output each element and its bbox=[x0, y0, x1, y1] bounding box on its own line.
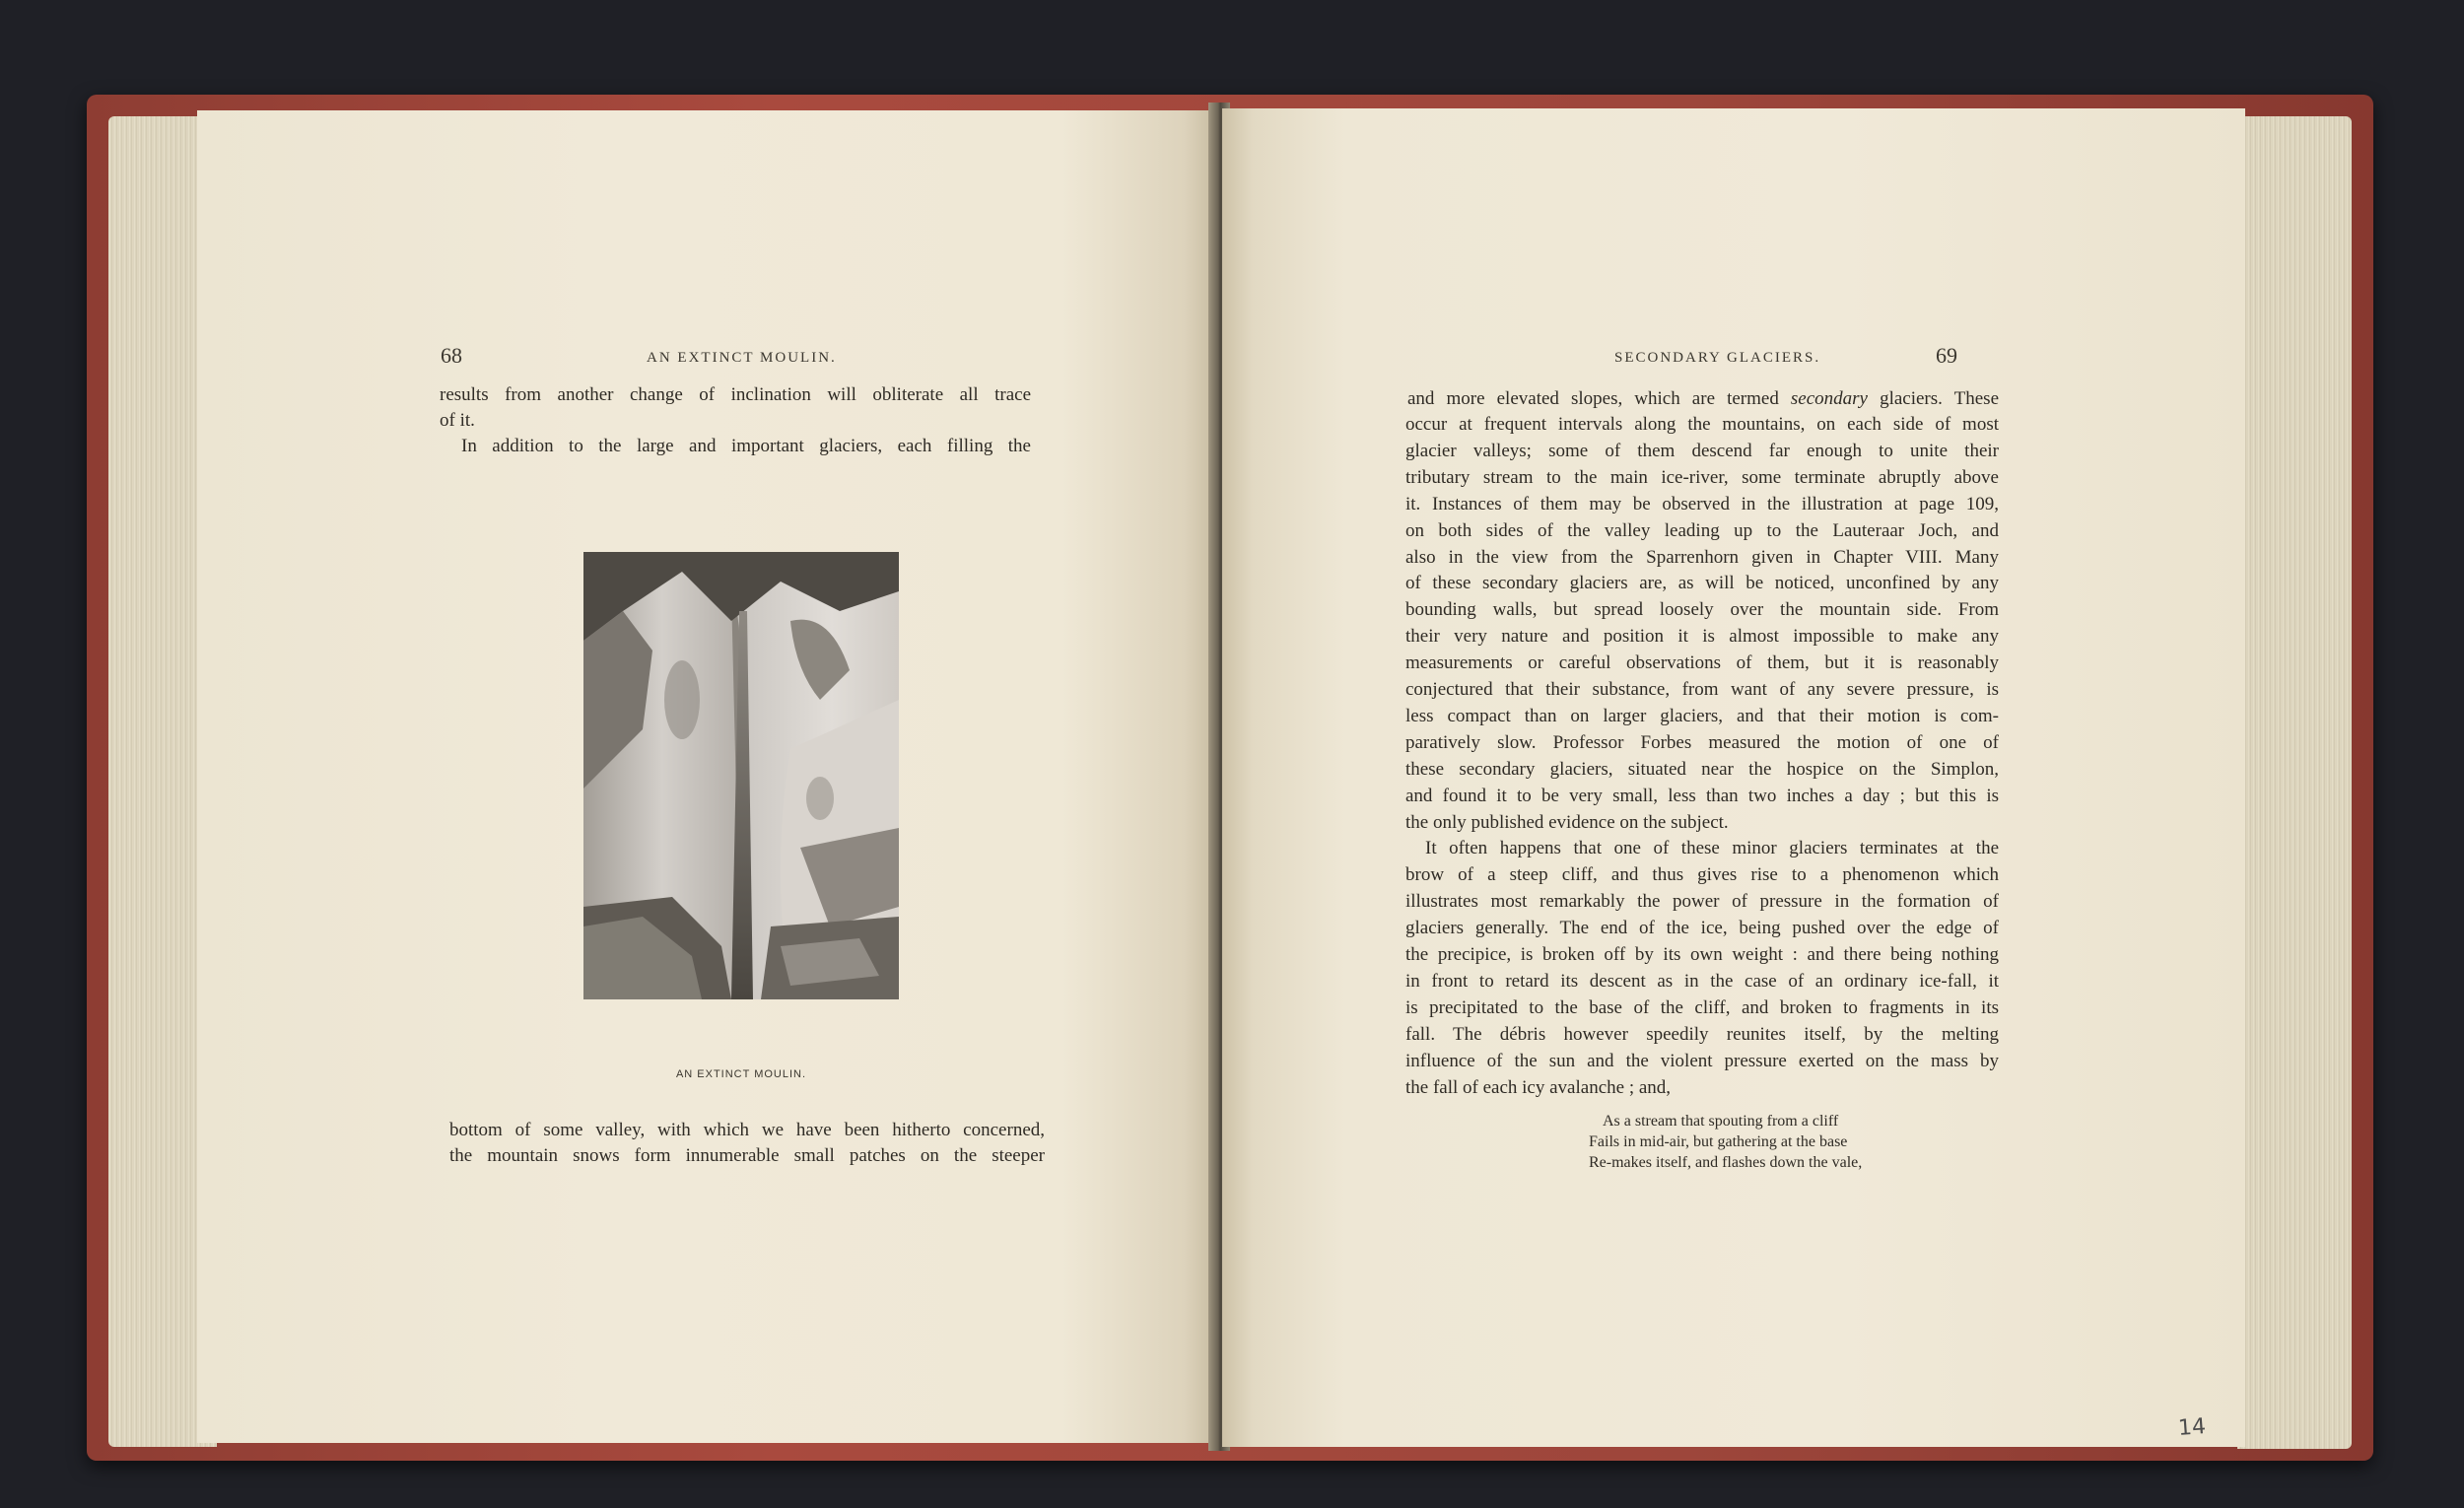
right-text-line: It often happens that one of these minor glaciers terminates at the bbox=[1425, 838, 1999, 858]
poem-line-1: As a stream that spouting from a cliff bbox=[1603, 1113, 1839, 1130]
right-text-line: less compact than on larger glaciers, and that their motion is com- bbox=[1405, 706, 1999, 726]
right-text-line: in front to retard its descent as in the case of an ordinary ice-fall, it bbox=[1405, 971, 1999, 992]
right-text-line: paratively slow. Professor Forbes measured the motion of one of bbox=[1405, 732, 1999, 753]
right-text-line: bounding walls, but spread loosely over the mountain side. From bbox=[1405, 599, 1999, 620]
left-text-line-1: results from another change of inclination will obliterate all trace bbox=[440, 384, 1031, 405]
right-text-line-1 bbox=[1407, 386, 1999, 412]
right-text-line: is precipitated to the base of the cliff, and broken to fragments in its bbox=[1405, 997, 1999, 1018]
right-text-line: illustrates most remarkably the power of pressure in the formation of bbox=[1405, 891, 1999, 912]
secondary-italic-term: secondary bbox=[1790, 388, 1868, 409]
poem-line-2: Fails in mid-air, but gathering at the base bbox=[1589, 1133, 1848, 1150]
right-text-line: glacier valleys; some of them descend far enough to unite their bbox=[1405, 441, 1999, 461]
right-text-line: it. Instances of them may be observed in the illustration at page 109, bbox=[1405, 494, 1999, 514]
left-running-head: AN EXTINCT MOULIN. bbox=[647, 350, 837, 366]
moulin-photograph bbox=[583, 552, 899, 999]
pencil-page-mark: 14 bbox=[2177, 1414, 2207, 1441]
poem-line-3: Re-makes itself, and flashes down the vale, bbox=[1589, 1154, 1863, 1171]
right-text-line: conjectured that their substance, from want of any severe pressure, is bbox=[1405, 679, 1999, 700]
right-text-line: the fall of each icy avalanche ; and, bbox=[1405, 1077, 1672, 1098]
right-text-line: tributary stream to the main ice-river, some terminate abruptly above bbox=[1405, 467, 1999, 488]
right-text-line: the only published evidence on the subject. bbox=[1405, 812, 1729, 833]
right-page-number: 69 bbox=[1936, 343, 1957, 368]
right-text-line: the precipice, is broken off by its own weight : and there being nothing bbox=[1405, 944, 1999, 965]
right-page-block-edge bbox=[2237, 116, 2352, 1449]
right-text-line: fall. The débris however speedily reunites itself, by the melting bbox=[1405, 1024, 1999, 1045]
right-text-line: measurements or careful observations of them, but it is reasonably bbox=[1405, 652, 1999, 673]
right-text-line: these secondary glaciers, situated near the hospice on the Simplon, bbox=[1405, 759, 1999, 780]
right-text-line: on both sides of the valley leading up to the Lauteraar Joch, and bbox=[1405, 520, 1999, 541]
right-text-line-1-after: glaciers. These bbox=[1868, 388, 1999, 409]
right-text-line: their very nature and position it is almost impossible to make any bbox=[1405, 626, 1999, 647]
moulin-photograph-art bbox=[583, 552, 899, 999]
right-text-line: also in the view from the Sparrenhorn given in Chapter VIII. Many bbox=[1405, 547, 1999, 568]
plate-caption: AN EXTINCT MOULIN. bbox=[675, 1068, 807, 1080]
right-text-line: and found it to be very small, less than two inches a day ; but this is bbox=[1405, 786, 1999, 806]
right-running-head: SECONDARY GLACIERS. bbox=[1614, 350, 1821, 366]
left-text-line-2: of it. bbox=[440, 410, 475, 431]
right-text-line: occur at frequent intervals along the mountains, on each side of most bbox=[1405, 414, 1999, 435]
left-page-number: 68 bbox=[441, 343, 462, 368]
right-text-line-1-before: and more elevated slopes, which are termed bbox=[1407, 388, 1791, 409]
left-text-line-5: the mountain snows form innumerable small patches on the steeper bbox=[449, 1145, 1045, 1166]
right-text-line: glaciers generally. The end of the ice, being pushed over the edge of bbox=[1405, 918, 1999, 938]
left-text-line-4: bottom of some valley, with which we have been hitherto concerned, bbox=[449, 1120, 1045, 1140]
right-text-line: brow of a steep cliff, and thus gives rise to a phenomenon which bbox=[1405, 864, 1999, 885]
left-text-line-3: In addition to the large and important glaciers, each filling the bbox=[461, 436, 1031, 456]
right-text-line: of these secondary glaciers are, as will be noticed, unconfined by any bbox=[1405, 573, 1999, 593]
right-text-line: influence of the sun and the violent pressure exerted on the mass by bbox=[1405, 1051, 1999, 1071]
